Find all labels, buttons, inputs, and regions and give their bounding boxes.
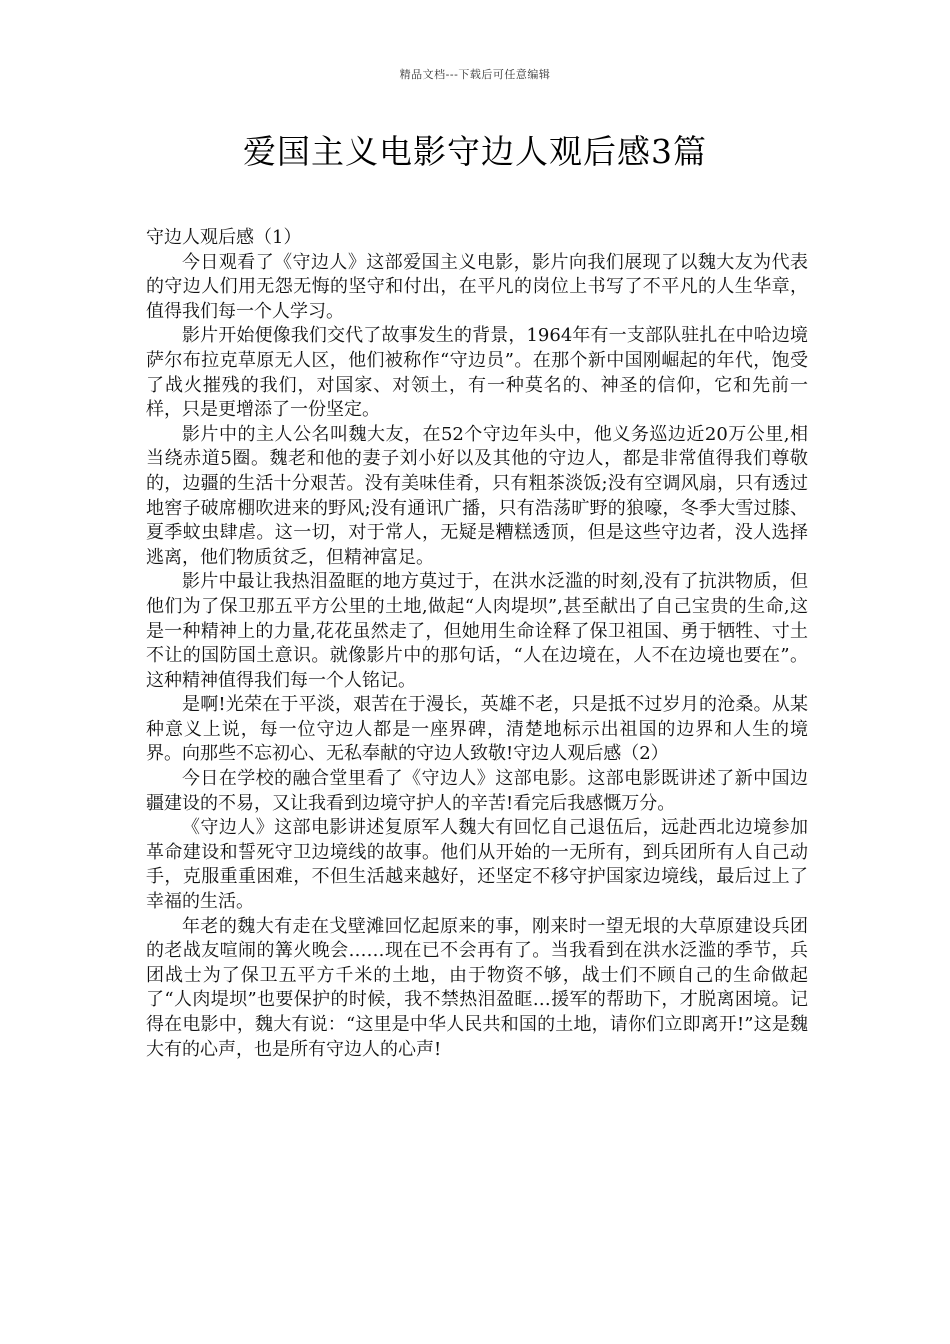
header-note: 精品文档---下载后可任意编辑 (399, 68, 551, 81)
document-body (146, 226, 808, 1062)
body-paragraph: 今日在学校的融合堂里看了《守边人》这部电影。这部电影既讲述了新中国边疆建设的不易，又让我看到边境守护人的辛苦!看完后我感慨万分。 (146, 768, 808, 814)
body-paragraph: 《守边人》这部电影讲述复原军人魏大有回忆自己退伍后，远赴西北边境参加革命建设和誓死守卫边境线的故事。他们从开始的一无所有，到兵团所有人自己动手，克服重重困难，不但生活越来越好，还坚定不移守护国家边境线，最后过上了幸福的生活。 (146, 817, 808, 913)
body-paragraph: 是啊!光荣在于平淡，艰苦在于漫长，英雄不老，只是抵不过岁月的沧桑。从某种意义上说，每一位守边人都是一座界碑，清楚地标示出祖国的边界和人生的境界。向那些不忘初心、无私奉献的守边人致敬!守边人观后感（2） (146, 694, 808, 765)
body-paragraph: 年老的魏大有走在戈壁滩回忆起原来的事，刚来时一望无垠的大草原建设兵团的老战友喧闹的篝火晚会……现在已不会再有了。当我看到在洪水泛滥的季节，兵团战士为了保卫五平方千米的土地，由于物资不够，战士们不顾自己的生命做起了“人肉堤坝”也要保护的时候，我不禁热泪盈眶…援军的帮助下，才脱离困境。记得在电影中，魏大有说：“这里是中华人民共和国的土地，请你们立即离开!”这是魏大有的心声，也是所有守边人的心声! (146, 915, 808, 1060)
body-paragraph: 今日观看了《守边人》这部爱国主义电影，影片向我们展现了以魏大友为代表的守边人们用无怨无悔的坚守和付出，在平凡的岗位上书写了不平凡的人生华章，值得我们每一个人学习。 (146, 251, 808, 322)
body-paragraph: 影片中的主人公名叫魏大友，在52个守边年头中，他义务巡边近20万公里,相当绕赤道5圈。魏老和他的妻子刘小好以及其他的守边人，都是非常值得我们尊敬的，边疆的生活十分艰苦。没有美味佳肴，只有粗茶淡饭;没有空调风扇，只有透过地窖子破席棚吹进来的野风;没有通讯广播，只有浩荡旷野的狼嚎，冬季大雪过膝、夏季蚊虫肆虐。这一切，对于常人，无疑是糟糕透顶，但是这些守边者，没人选择逃离，他们物质贫乏，但精神富足。 (146, 423, 808, 568)
document-title: 爱国主义电影守边人观后感3篇 (243, 132, 707, 171)
body-paragraph: 影片中最让我热泪盈眶的地方莫过于，在洪水泛滥的时刻,没有了抗洪物质，但他们为了保卫那五平方公里的土地,做起“人肉堤坝”,甚至献出了自己宝贵的生命,这是一种精神上的力量,花花虽然走了，但她用生命诠释了保卫祖国、勇于牺牲、寸土不让的国防国土意识。就像影片中的那句话，“人在边境在，人不在边境也要在”。这种精神值得我们每一个人铭记。 (146, 571, 808, 691)
body-paragraph: 影片开始便像我们交代了故事发生的背景，1964年有一支部队驻扎在中哈边境萨尔布拉克草原无人区，他们被称作“守边员”。在那个新中国刚崛起的年代，饱受了战火摧残的我们，对国家、对领土，有一种莫名的、神圣的信仰，它和先前一样，只是更增添了一份坚定。 (146, 325, 808, 421)
section-heading: 守边人观后感（1） (146, 227, 302, 248)
